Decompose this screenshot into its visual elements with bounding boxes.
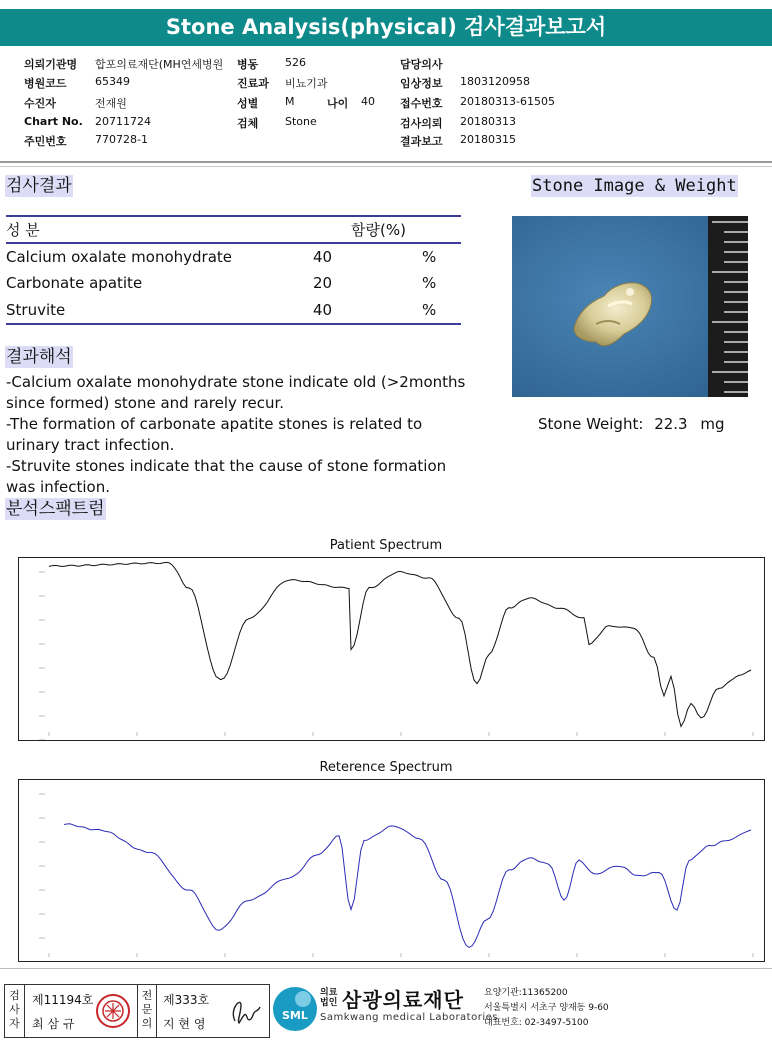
stone-photo-graphic bbox=[512, 216, 748, 397]
stone-weight bbox=[538, 415, 725, 433]
dept-value: 비뇨기과 bbox=[285, 77, 328, 90]
patient-spectrum-graphic bbox=[19, 558, 764, 740]
row-unit: % bbox=[422, 274, 437, 292]
col-content: 함량(%) bbox=[351, 221, 406, 239]
age-label: 나이 bbox=[327, 97, 349, 110]
row-unit: % bbox=[422, 248, 437, 266]
stone-heading: Stone Image & Weight bbox=[532, 176, 737, 196]
chart-label: Chart No. bbox=[24, 115, 83, 128]
report-label: 결과보고 bbox=[400, 135, 443, 148]
weight-label: Stone Weight: bbox=[538, 415, 644, 433]
id-value: 770728-1 bbox=[95, 133, 148, 146]
row-unit: % bbox=[422, 301, 437, 319]
spectrum-trace bbox=[64, 824, 751, 948]
weight-unit: mg bbox=[700, 415, 725, 433]
interpretation-line: -Calcium oxalate monohydrate stone indicate old (>2months bbox=[6, 373, 466, 391]
interpretation-line: was infection. bbox=[6, 478, 110, 496]
org-type: 의료법인 bbox=[320, 988, 338, 1008]
receipt-value: 20180313-61505 bbox=[460, 95, 555, 108]
spectrum-heading: 분석스팩트럼 bbox=[6, 499, 105, 519]
interpretation-line: -The formation of carbonate apatite stones is related to bbox=[6, 415, 423, 433]
receipt-label: 접수번호 bbox=[400, 97, 443, 110]
row-name: Struvite bbox=[6, 301, 66, 319]
sex-label: 성별 bbox=[237, 97, 259, 110]
signature-box bbox=[4, 984, 270, 1038]
report-value: 20180315 bbox=[460, 133, 516, 146]
patient-spectrum-plot bbox=[18, 557, 765, 741]
sml-logo-icon bbox=[272, 986, 318, 1032]
interpretation-text bbox=[6, 372, 506, 498]
patient-label: 수진자 bbox=[24, 97, 56, 110]
id-label: 주민번호 bbox=[24, 135, 67, 148]
info-block bbox=[0, 0, 772, 160]
hospital-code-label: 병원코드 bbox=[24, 77, 67, 90]
ward-value: 526 bbox=[285, 56, 306, 69]
interpretation-heading: 결과해석 bbox=[6, 347, 72, 367]
reference-spectrum-plot bbox=[18, 779, 765, 962]
table-rule bbox=[6, 323, 461, 325]
col-component: 성 분 bbox=[6, 221, 40, 239]
phone: 대표번호: 02-3497-5100 bbox=[484, 1018, 589, 1028]
table-rule bbox=[6, 215, 461, 217]
signature bbox=[227, 995, 265, 1029]
reference-spectrum-title: Reterence Spectrum bbox=[319, 760, 453, 775]
request-value: 20180313 bbox=[460, 115, 516, 128]
patient-value: 전재원 bbox=[95, 97, 127, 110]
divider bbox=[0, 166, 772, 167]
chart-value: 20711724 bbox=[95, 115, 151, 128]
stone-photo bbox=[512, 216, 748, 397]
examiner-label: 검사자 bbox=[5, 985, 25, 1037]
specialist-label: 전문의 bbox=[137, 985, 157, 1037]
dept-label: 진료과 bbox=[237, 77, 269, 90]
patient-spectrum-title: Patient Spectrum bbox=[329, 538, 443, 553]
divider bbox=[0, 968, 772, 969]
divider bbox=[0, 161, 772, 163]
table-rule bbox=[6, 242, 461, 244]
specimen-value: Stone bbox=[285, 115, 317, 128]
ward-label: 병동 bbox=[237, 58, 259, 71]
doctor-label: 담당의사 bbox=[400, 58, 443, 71]
row-value: 40 bbox=[313, 248, 333, 266]
footer bbox=[0, 980, 772, 1040]
institution-value: 합포의료재단(MH연세병원 bbox=[95, 58, 224, 71]
seal-stamp bbox=[95, 993, 131, 1029]
specialist-no: 제333호 bbox=[163, 993, 210, 1007]
report-title: Stone Analysis(physical) 검사결과보고서 bbox=[0, 9, 772, 46]
examiner-no: 제11194호 bbox=[32, 993, 94, 1007]
care-code: 요양기관:11365200 bbox=[484, 988, 568, 998]
row-name: Calcium oxalate monohydrate bbox=[6, 248, 233, 266]
sex-value: M bbox=[285, 95, 295, 108]
spectrum-trace bbox=[49, 562, 751, 726]
examiner-name: 최 삼 규 bbox=[32, 1017, 75, 1031]
row-value: 40 bbox=[313, 301, 333, 319]
age-value: 40 bbox=[361, 95, 375, 108]
reference-spectrum-graphic bbox=[19, 780, 764, 961]
interpretation-line: urinary tract infection. bbox=[6, 436, 175, 454]
clinical-label: 임상정보 bbox=[400, 77, 443, 90]
results-heading: 검사결과 bbox=[6, 176, 72, 196]
logo-text: SML bbox=[282, 1009, 308, 1022]
row-value: 20 bbox=[313, 274, 333, 292]
hospital-code-value: 65349 bbox=[95, 75, 130, 88]
request-label: 검사의뢰 bbox=[400, 117, 443, 130]
specialist-name: 지 현 영 bbox=[163, 1017, 206, 1031]
interpretation-line: -Struvite stones indicate that the cause of stone formation bbox=[6, 457, 447, 475]
org-name: 삼광의료재단 bbox=[342, 988, 464, 1012]
weight-value: 22.3 bbox=[654, 415, 688, 433]
clinical-value: 1803120958 bbox=[460, 75, 530, 88]
address: 서울특별시 서초구 양재동 9-60 bbox=[484, 1003, 609, 1013]
row-name: Carbonate apatite bbox=[6, 274, 143, 292]
interpretation-line: since formed) stone and rarely recur. bbox=[6, 394, 285, 412]
specimen-label: 검체 bbox=[237, 117, 259, 130]
institution-label: 의뢰기관명 bbox=[24, 58, 78, 71]
org-english: Samkwang medical Laboratories bbox=[320, 1012, 498, 1023]
